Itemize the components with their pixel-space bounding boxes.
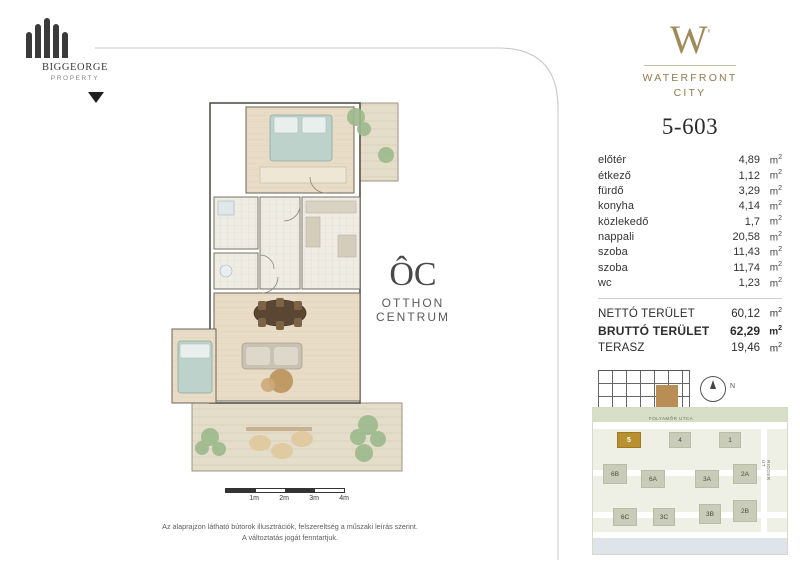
waterfront-title-line2: CITY [673,87,707,100]
site-map-block-3b[interactable]: 3B [699,504,721,524]
logo-divider [644,65,736,66]
room-unit: $m^2$ [769,199,782,213]
waterfront-monogram-sup: ' [707,27,711,43]
site-map-block-4[interactable]: 4 [669,432,691,448]
room-area: 20,58 [732,230,760,243]
room-name: wc [598,276,612,289]
room-name: előtér [598,154,627,167]
key-plan-row [598,370,782,408]
site-map-block-5[interactable]: 5 [617,432,641,448]
site-map-river [593,538,787,554]
site-map-street: RIGGER ÚT [761,460,771,481]
room-row [598,152,782,167]
room-unit: $m^2$ [769,153,782,167]
room-area: 1,23 [738,276,760,289]
brand-logo [10,18,140,82]
room-list [598,152,782,290]
brand-name: BIGGEORGE [41,62,109,73]
scale-tick: 1m [249,495,259,502]
room-name: konyha [598,200,635,213]
room-area: 3,29 [738,184,760,197]
room-row [598,168,782,183]
total-value: 60,12 [731,307,760,320]
scale-bar [225,488,349,502]
room-unit: $m^2$ [769,276,782,289]
room-area: 11,74 [733,261,760,274]
scale-tick: 2m [279,495,289,502]
total-row-terasz [598,340,782,356]
site-map-block-2a[interactable]: 2A [733,464,757,484]
disclaimer [120,521,460,543]
otthon-centrum-line1: OTTHON [381,296,445,310]
key-plan-highlight [656,385,678,407]
site-map-block-6a[interactable]: 6A [641,470,665,488]
room-row [598,275,782,290]
room-row [598,214,782,229]
site-map-block-6c[interactable]: 6C [613,508,637,526]
room-unit: $m^2$ [769,184,782,197]
total-row-netto [598,305,782,321]
room-area: 1,7 [744,215,760,228]
site-map-block-3a[interactable]: 3A [695,470,719,488]
total-row-brutto [598,322,782,340]
total-label: BRUTTÓ TERÜLET [598,323,710,338]
otthon-centrum-mark: ÔC [389,256,437,293]
compass-north-icon [700,376,726,402]
room-unit: $m^2$ [769,230,782,243]
room-name: szoba [598,261,628,274]
totals-list [598,305,782,356]
total-unit: $m^2$ [769,307,782,320]
otthon-centrum-logo [368,258,458,324]
scale-tick: 3m [309,495,319,502]
scale-tick: 4m [339,495,349,502]
room-unit: $m^2$ [769,245,782,259]
info-panel [580,0,800,565]
room-name: étkező [598,169,632,182]
biggeorge-bars-icon [26,18,72,58]
room-unit: $m^2$ [769,215,782,228]
site-map-street: FOLYAMŐR UTCA [649,416,694,421]
site-map [592,407,788,555]
room-area: 4,89 [738,154,760,167]
room-row [598,183,782,198]
total-unit: $m^2$ [769,341,782,355]
room-area: 11,43 [733,246,760,259]
site-map-block-6b[interactable]: 6B [603,464,627,484]
room-unit: $m^2$ [769,261,782,274]
total-label: TERASZ [598,342,645,355]
otthon-centrum-line2: CENTRUM [376,310,450,324]
room-name: nappali [598,230,635,243]
total-unit: $m^2$ [769,325,782,338]
room-area: 4,14 [738,200,760,213]
room-row [598,229,782,244]
room-name: fürdő [598,184,624,197]
site-map-block-3c[interactable]: 3C [653,508,675,526]
waterfront-logo [592,17,788,101]
key-plan-diagram [598,370,690,408]
room-name: szoba [598,246,628,259]
total-value: 62,29 [729,323,760,338]
room-area: 1,12 [738,169,760,182]
disclaimer-line1: Az alaprajzon látható bútorok illusztrációk, felszereltség a műszaki leírás szerint. [162,522,418,531]
room-row [598,260,782,275]
room-name: közlekedő [598,215,649,228]
total-value: 19,46 [731,342,760,355]
disclaimer-line2: A változtatás jogát fenntartjuk. [242,533,338,543]
compass-label: N [730,383,736,391]
brand-subtitle: PROPERTY [50,75,100,82]
site-map-block-2b[interactable]: 2B [733,500,757,522]
room-row [598,198,782,213]
entrance-arrow-icon [88,92,104,103]
waterfront-title-line1: WATERFRONT [642,72,738,84]
room-row [598,244,782,259]
room-unit: $m^2$ [769,169,782,182]
totals-divider [598,298,782,299]
unit-id: 5-603 [661,114,719,140]
total-label: NETTÓ TERÜLET [598,307,695,320]
site-map-block-1[interactable]: 1 [719,432,741,448]
waterfront-monogram: W' [669,17,711,62]
